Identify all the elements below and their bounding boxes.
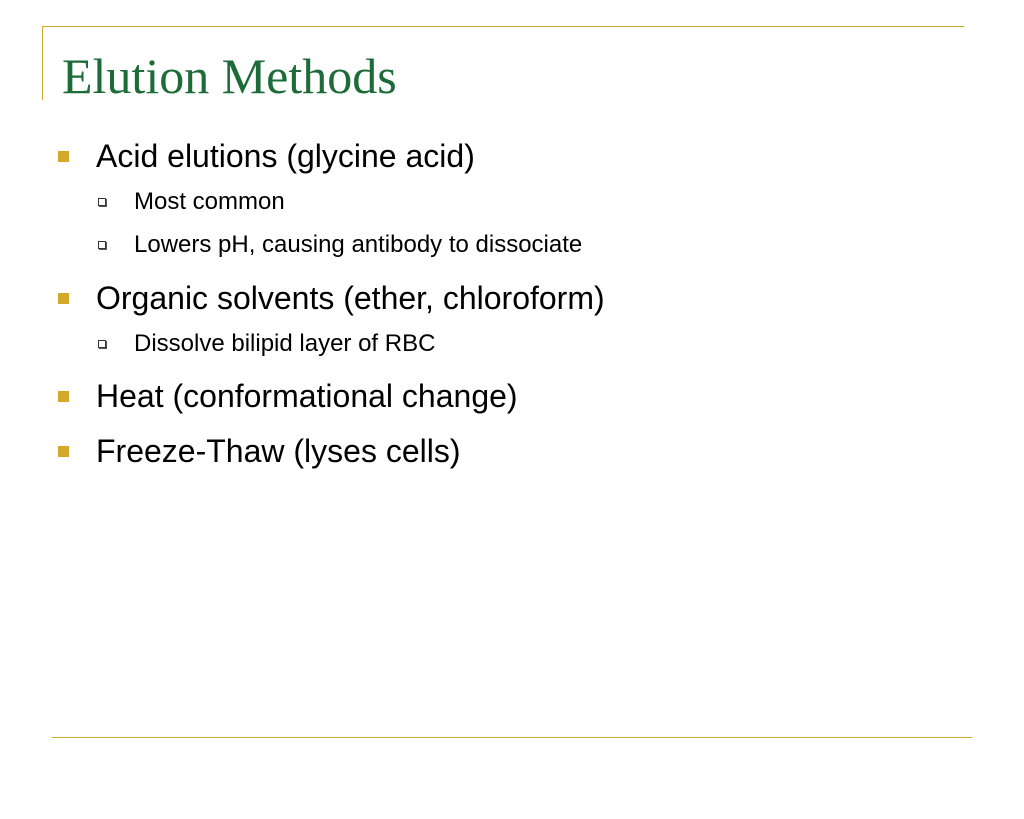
frame-top-rule: [42, 26, 964, 27]
frame-left-rule: [42, 26, 43, 100]
filled-square-bullet-icon: [58, 391, 69, 402]
footer-rule: [52, 737, 972, 738]
sub-bullet-text: Dissolve bilipid layer of RBC: [134, 330, 436, 357]
hollow-square-bullet-icon: [98, 340, 106, 348]
bullet-text: Heat (conformational change): [96, 378, 518, 414]
hollow-square-bullet-icon: [98, 198, 106, 206]
bullet-text: Freeze-Thaw (lyses cells): [96, 433, 461, 469]
slide-title: Elution Methods: [62, 48, 397, 104]
hollow-square-bullet-icon: [98, 241, 106, 249]
filled-square-bullet-icon: [58, 151, 69, 162]
sub-bullet-text: Most common: [134, 188, 285, 215]
bullet-text: Organic solvents (ether, chloroform): [96, 280, 605, 316]
sub-bullet-text: Lowers pH, causing antibody to dissociate: [134, 231, 583, 258]
bullet-text: Acid elutions (glycine acid): [96, 138, 475, 174]
filled-square-bullet-icon: [58, 293, 69, 304]
filled-square-bullet-icon: [58, 446, 69, 457]
